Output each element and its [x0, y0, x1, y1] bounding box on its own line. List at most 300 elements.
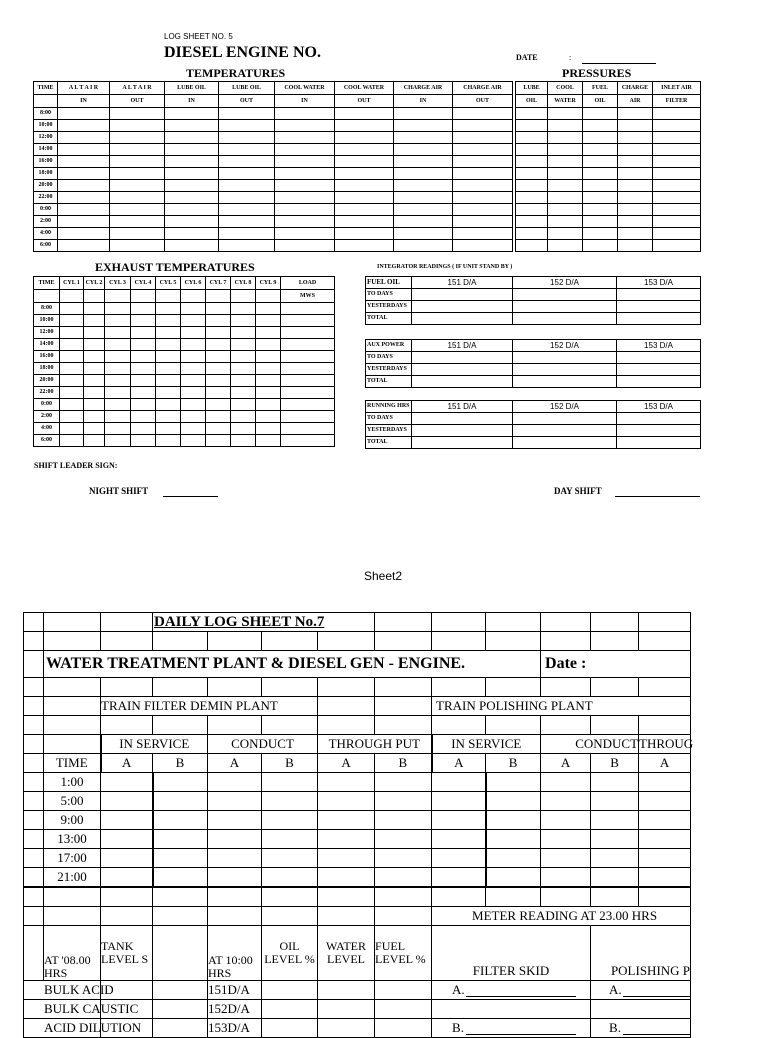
- exhaust-cell[interactable]: [105, 375, 131, 387]
- press-cell[interactable]: [618, 168, 653, 180]
- exhaust-cell[interactable]: [256, 339, 281, 351]
- press-cell[interactable]: [653, 156, 701, 168]
- exhaust-cell[interactable]: [181, 327, 206, 339]
- temp-cell[interactable]: [335, 156, 394, 168]
- temp-cell[interactable]: [219, 228, 275, 240]
- temp-cell[interactable]: [453, 108, 513, 120]
- temp-cell[interactable]: [58, 192, 110, 204]
- exhaust-cell[interactable]: [105, 423, 131, 435]
- exhaust-cell[interactable]: [256, 435, 281, 447]
- log-cell[interactable]: [318, 849, 375, 868]
- exhaust-cell[interactable]: [206, 363, 231, 375]
- log-cell[interactable]: [639, 773, 691, 792]
- press-cell[interactable]: [618, 240, 653, 252]
- press-cell[interactable]: [548, 228, 583, 240]
- log-cell[interactable]: [262, 830, 318, 849]
- log-cell[interactable]: [486, 849, 541, 868]
- exhaust-cell[interactable]: [60, 423, 84, 435]
- log-cell[interactable]: [486, 792, 541, 811]
- exhaust-cell[interactable]: [181, 399, 206, 411]
- oil-level-cell[interactable]: [262, 1019, 318, 1038]
- temp-cell[interactable]: [110, 144, 165, 156]
- temp-cell[interactable]: [219, 120, 275, 132]
- exhaust-cell[interactable]: [84, 303, 105, 315]
- log-cell[interactable]: [591, 792, 639, 811]
- press-cell[interactable]: [516, 216, 548, 228]
- log-cell[interactable]: [208, 792, 262, 811]
- temp-cell[interactable]: [453, 120, 513, 132]
- exhaust-cell[interactable]: [156, 411, 181, 423]
- integrator-cell[interactable]: [513, 376, 617, 388]
- exhaust-cell[interactable]: [84, 411, 105, 423]
- exhaust-cell[interactable]: [181, 339, 206, 351]
- exhaust-cell[interactable]: [256, 327, 281, 339]
- press-cell[interactable]: [618, 228, 653, 240]
- temp-cell[interactable]: [335, 144, 394, 156]
- exhaust-cell[interactable]: [60, 327, 84, 339]
- exhaust-cell[interactable]: [156, 303, 181, 315]
- press-cell[interactable]: [653, 216, 701, 228]
- temp-cell[interactable]: [394, 216, 453, 228]
- exhaust-cell[interactable]: [156, 399, 181, 411]
- exhaust-cell[interactable]: [281, 351, 335, 363]
- press-cell[interactable]: [583, 240, 618, 252]
- log-cell[interactable]: [208, 868, 262, 888]
- exhaust-cell[interactable]: [206, 411, 231, 423]
- press-cell[interactable]: [516, 240, 548, 252]
- temp-cell[interactable]: [58, 120, 110, 132]
- integrator-cell[interactable]: [617, 289, 701, 301]
- press-cell[interactable]: [548, 108, 583, 120]
- exhaust-cell[interactable]: [60, 375, 84, 387]
- exhaust-cell[interactable]: [131, 411, 156, 423]
- log-cell[interactable]: [153, 868, 208, 888]
- log-cell[interactable]: [318, 773, 375, 792]
- temp-cell[interactable]: [110, 192, 165, 204]
- temp-cell[interactable]: [394, 156, 453, 168]
- exhaust-cell[interactable]: [105, 315, 131, 327]
- press-cell[interactable]: [548, 156, 583, 168]
- integrator-cell[interactable]: [513, 352, 617, 364]
- log-cell[interactable]: [591, 773, 639, 792]
- exhaust-cell[interactable]: [60, 435, 84, 447]
- temp-cell[interactable]: [165, 240, 219, 252]
- fuel-level-cell[interactable]: [375, 1000, 432, 1019]
- exhaust-cell[interactable]: [206, 435, 231, 447]
- log-cell[interactable]: [591, 849, 639, 868]
- exhaust-cell[interactable]: [256, 399, 281, 411]
- temp-cell[interactable]: [275, 192, 335, 204]
- temp-cell[interactable]: [394, 120, 453, 132]
- press-cell[interactable]: [618, 108, 653, 120]
- exhaust-cell[interactable]: [256, 363, 281, 375]
- exhaust-cell[interactable]: [206, 387, 231, 399]
- temp-cell[interactable]: [275, 216, 335, 228]
- log-cell[interactable]: [375, 773, 432, 792]
- exhaust-cell[interactable]: [206, 351, 231, 363]
- log-cell[interactable]: [639, 868, 691, 888]
- polishing-reading[interactable]: A.: [591, 981, 691, 1000]
- fuel-level-cell[interactable]: [375, 981, 432, 1000]
- temp-cell[interactable]: [219, 180, 275, 192]
- integrator-cell[interactable]: [617, 301, 701, 313]
- temp-cell[interactable]: [110, 216, 165, 228]
- log-cell[interactable]: [101, 868, 153, 888]
- log-cell[interactable]: [101, 811, 153, 830]
- integrator-cell[interactable]: [617, 376, 701, 388]
- temp-cell[interactable]: [58, 132, 110, 144]
- press-cell[interactable]: [583, 204, 618, 216]
- temp-cell[interactable]: [394, 108, 453, 120]
- press-cell[interactable]: [548, 240, 583, 252]
- temp-cell[interactable]: [394, 192, 453, 204]
- press-cell[interactable]: [618, 204, 653, 216]
- exhaust-cell[interactable]: [206, 375, 231, 387]
- exhaust-cell[interactable]: [131, 351, 156, 363]
- press-cell[interactable]: [548, 132, 583, 144]
- temp-cell[interactable]: [165, 204, 219, 216]
- integrator-cell[interactable]: [412, 376, 513, 388]
- temp-cell[interactable]: [453, 144, 513, 156]
- exhaust-cell[interactable]: [60, 411, 84, 423]
- exhaust-cell[interactable]: [105, 303, 131, 315]
- exhaust-cell[interactable]: [256, 303, 281, 315]
- water-level-cell[interactable]: [318, 1019, 375, 1038]
- temp-cell[interactable]: [110, 180, 165, 192]
- temp-cell[interactable]: [275, 156, 335, 168]
- temp-cell[interactable]: [453, 192, 513, 204]
- integrator-cell[interactable]: [617, 364, 701, 376]
- log-cell[interactable]: [375, 849, 432, 868]
- exhaust-cell[interactable]: [156, 315, 181, 327]
- press-cell[interactable]: [583, 108, 618, 120]
- temp-cell[interactable]: [275, 144, 335, 156]
- temp-cell[interactable]: [165, 192, 219, 204]
- log-cell[interactable]: [432, 849, 486, 868]
- exhaust-cell[interactable]: [60, 363, 84, 375]
- exhaust-cell[interactable]: [181, 351, 206, 363]
- exhaust-cell[interactable]: [256, 423, 281, 435]
- temp-cell[interactable]: [165, 228, 219, 240]
- exhaust-cell[interactable]: [84, 435, 105, 447]
- integrator-cell[interactable]: [513, 425, 617, 437]
- temp-cell[interactable]: [275, 132, 335, 144]
- exhaust-cell[interactable]: [105, 387, 131, 399]
- exhaust-cell[interactable]: [231, 351, 256, 363]
- exhaust-cell[interactable]: [281, 363, 335, 375]
- exhaust-cell[interactable]: [281, 435, 335, 447]
- exhaust-cell[interactable]: [156, 387, 181, 399]
- integrator-cell[interactable]: [513, 313, 617, 325]
- temp-cell[interactable]: [58, 108, 110, 120]
- log-cell[interactable]: [541, 830, 591, 849]
- temp-cell[interactable]: [219, 204, 275, 216]
- integrator-cell[interactable]: [513, 437, 617, 449]
- temp-cell[interactable]: [275, 204, 335, 216]
- exhaust-cell[interactable]: [105, 435, 131, 447]
- temp-cell[interactable]: [453, 216, 513, 228]
- log-cell[interactable]: [318, 830, 375, 849]
- log-cell[interactable]: [262, 792, 318, 811]
- temp-cell[interactable]: [165, 132, 219, 144]
- log-cell[interactable]: [262, 773, 318, 792]
- exhaust-cell[interactable]: [156, 351, 181, 363]
- exhaust-cell[interactable]: [105, 327, 131, 339]
- press-cell[interactable]: [516, 228, 548, 240]
- log-cell[interactable]: [318, 792, 375, 811]
- fuel-level-cell[interactable]: [375, 1019, 432, 1038]
- temp-cell[interactable]: [165, 108, 219, 120]
- exhaust-cell[interactable]: [181, 303, 206, 315]
- exhaust-cell[interactable]: [131, 315, 156, 327]
- log-cell[interactable]: [432, 792, 486, 811]
- exhaust-cell[interactable]: [131, 363, 156, 375]
- filter-skid-reading[interactable]: B.: [432, 1019, 591, 1038]
- log-cell[interactable]: [432, 830, 486, 849]
- press-cell[interactable]: [618, 132, 653, 144]
- temp-cell[interactable]: [110, 108, 165, 120]
- polishing-reading[interactable]: B.: [591, 1019, 691, 1038]
- exhaust-cell[interactable]: [231, 315, 256, 327]
- log-cell[interactable]: [208, 811, 262, 830]
- exhaust-cell[interactable]: [256, 375, 281, 387]
- integrator-cell[interactable]: [412, 352, 513, 364]
- log-cell[interactable]: [486, 811, 541, 830]
- temp-cell[interactable]: [110, 168, 165, 180]
- temp-cell[interactable]: [165, 180, 219, 192]
- exhaust-cell[interactable]: [156, 423, 181, 435]
- exhaust-cell[interactable]: [231, 375, 256, 387]
- log-cell[interactable]: [153, 830, 208, 849]
- press-cell[interactable]: [653, 120, 701, 132]
- exhaust-cell[interactable]: [131, 303, 156, 315]
- temp-cell[interactable]: [335, 108, 394, 120]
- log-cell[interactable]: [101, 830, 153, 849]
- log-cell[interactable]: [541, 773, 591, 792]
- exhaust-cell[interactable]: [256, 351, 281, 363]
- temp-cell[interactable]: [453, 240, 513, 252]
- temp-cell[interactable]: [275, 108, 335, 120]
- log-cell[interactable]: [639, 830, 691, 849]
- exhaust-cell[interactable]: [131, 399, 156, 411]
- exhaust-cell[interactable]: [206, 315, 231, 327]
- integrator-cell[interactable]: [412, 301, 513, 313]
- exhaust-cell[interactable]: [181, 387, 206, 399]
- exhaust-cell[interactable]: [60, 387, 84, 399]
- press-cell[interactable]: [618, 144, 653, 156]
- temp-cell[interactable]: [110, 240, 165, 252]
- log-cell[interactable]: [208, 849, 262, 868]
- temp-cell[interactable]: [394, 240, 453, 252]
- temp-cell[interactable]: [453, 180, 513, 192]
- temp-cell[interactable]: [110, 228, 165, 240]
- integrator-cell[interactable]: [412, 289, 513, 301]
- exhaust-cell[interactable]: [105, 363, 131, 375]
- exhaust-cell[interactable]: [281, 315, 335, 327]
- log-cell[interactable]: [591, 868, 639, 888]
- temp-cell[interactable]: [219, 192, 275, 204]
- press-cell[interactable]: [548, 192, 583, 204]
- temp-cell[interactable]: [165, 216, 219, 228]
- log-cell[interactable]: [639, 792, 691, 811]
- press-cell[interactable]: [583, 168, 618, 180]
- log-cell[interactable]: [153, 849, 208, 868]
- exhaust-cell[interactable]: [156, 339, 181, 351]
- press-cell[interactable]: [548, 204, 583, 216]
- exhaust-cell[interactable]: [181, 363, 206, 375]
- integrator-cell[interactable]: [412, 437, 513, 449]
- exhaust-cell[interactable]: [84, 375, 105, 387]
- press-cell[interactable]: [548, 216, 583, 228]
- exhaust-cell[interactable]: [84, 363, 105, 375]
- temp-cell[interactable]: [335, 204, 394, 216]
- exhaust-cell[interactable]: [105, 339, 131, 351]
- exhaust-cell[interactable]: [105, 411, 131, 423]
- exhaust-cell[interactable]: [206, 303, 231, 315]
- temp-cell[interactable]: [335, 228, 394, 240]
- temp-cell[interactable]: [394, 132, 453, 144]
- press-cell[interactable]: [548, 180, 583, 192]
- log-cell[interactable]: [541, 849, 591, 868]
- temp-cell[interactable]: [335, 168, 394, 180]
- temp-cell[interactable]: [219, 156, 275, 168]
- log-cell[interactable]: [541, 868, 591, 888]
- exhaust-cell[interactable]: [181, 375, 206, 387]
- log-cell[interactable]: [486, 773, 541, 792]
- press-cell[interactable]: [516, 108, 548, 120]
- exhaust-cell[interactable]: [105, 399, 131, 411]
- log-cell[interactable]: [375, 868, 432, 888]
- exhaust-cell[interactable]: [281, 411, 335, 423]
- exhaust-cell[interactable]: [181, 315, 206, 327]
- log-cell[interactable]: [486, 830, 541, 849]
- date-field[interactable]: [582, 63, 656, 64]
- temp-cell[interactable]: [219, 168, 275, 180]
- log-cell[interactable]: [591, 830, 639, 849]
- press-cell[interactable]: [618, 156, 653, 168]
- temp-cell[interactable]: [58, 240, 110, 252]
- press-cell[interactable]: [516, 120, 548, 132]
- log-cell[interactable]: [208, 830, 262, 849]
- temp-cell[interactable]: [453, 168, 513, 180]
- log-cell[interactable]: [375, 792, 432, 811]
- log-cell[interactable]: [101, 792, 153, 811]
- integrator-cell[interactable]: [412, 413, 513, 425]
- press-cell[interactable]: [548, 168, 583, 180]
- temp-cell[interactable]: [394, 204, 453, 216]
- press-cell[interactable]: [618, 192, 653, 204]
- log-cell[interactable]: [101, 773, 153, 792]
- filter-skid-reading[interactable]: [432, 1000, 591, 1019]
- integrator-cell[interactable]: [513, 301, 617, 313]
- temp-cell[interactable]: [110, 132, 165, 144]
- log-cell[interactable]: [375, 830, 432, 849]
- exhaust-cell[interactable]: [84, 423, 105, 435]
- oil-level-cell[interactable]: [262, 981, 318, 1000]
- exhaust-cell[interactable]: [131, 387, 156, 399]
- exhaust-cell[interactable]: [84, 399, 105, 411]
- exhaust-cell[interactable]: [231, 303, 256, 315]
- integrator-cell[interactable]: [617, 413, 701, 425]
- press-cell[interactable]: [618, 120, 653, 132]
- press-cell[interactable]: [653, 144, 701, 156]
- temp-cell[interactable]: [165, 120, 219, 132]
- exhaust-cell[interactable]: [281, 423, 335, 435]
- water-level-cell[interactable]: [318, 1000, 375, 1019]
- temp-cell[interactable]: [335, 180, 394, 192]
- temp-cell[interactable]: [275, 240, 335, 252]
- press-cell[interactable]: [516, 168, 548, 180]
- exhaust-cell[interactable]: [156, 363, 181, 375]
- temp-cell[interactable]: [219, 240, 275, 252]
- exhaust-cell[interactable]: [60, 339, 84, 351]
- exhaust-cell[interactable]: [206, 423, 231, 435]
- day-shift-signature-field[interactable]: [615, 496, 700, 497]
- integrator-cell[interactable]: [617, 437, 701, 449]
- exhaust-cell[interactable]: [60, 315, 84, 327]
- temp-cell[interactable]: [58, 180, 110, 192]
- press-cell[interactable]: [583, 180, 618, 192]
- press-cell[interactable]: [653, 168, 701, 180]
- integrator-cell[interactable]: [412, 313, 513, 325]
- temp-cell[interactable]: [110, 120, 165, 132]
- press-cell[interactable]: [548, 120, 583, 132]
- exhaust-cell[interactable]: [84, 351, 105, 363]
- exhaust-cell[interactable]: [231, 399, 256, 411]
- exhaust-cell[interactable]: [281, 387, 335, 399]
- exhaust-cell[interactable]: [156, 327, 181, 339]
- press-cell[interactable]: [516, 192, 548, 204]
- night-shift-signature-field[interactable]: [163, 496, 218, 497]
- integrator-cell[interactable]: [513, 413, 617, 425]
- exhaust-cell[interactable]: [131, 435, 156, 447]
- temp-cell[interactable]: [335, 132, 394, 144]
- press-cell[interactable]: [618, 216, 653, 228]
- exhaust-cell[interactable]: [131, 327, 156, 339]
- exhaust-cell[interactable]: [256, 387, 281, 399]
- integrator-cell[interactable]: [617, 313, 701, 325]
- exhaust-cell[interactable]: [156, 375, 181, 387]
- temp-cell[interactable]: [394, 168, 453, 180]
- integrator-cell[interactable]: [617, 425, 701, 437]
- temp-cell[interactable]: [453, 156, 513, 168]
- temp-cell[interactable]: [165, 144, 219, 156]
- log-cell[interactable]: [318, 811, 375, 830]
- temp-cell[interactable]: [275, 120, 335, 132]
- log-cell[interactable]: [153, 792, 208, 811]
- polishing-reading[interactable]: [591, 1000, 691, 1019]
- press-cell[interactable]: [583, 192, 618, 204]
- exhaust-cell[interactable]: [181, 423, 206, 435]
- exhaust-cell[interactable]: [231, 411, 256, 423]
- press-cell[interactable]: [653, 192, 701, 204]
- temp-cell[interactable]: [58, 168, 110, 180]
- press-cell[interactable]: [583, 156, 618, 168]
- temp-cell[interactable]: [335, 216, 394, 228]
- log-cell[interactable]: [432, 811, 486, 830]
- exhaust-cell[interactable]: [231, 423, 256, 435]
- temp-cell[interactable]: [219, 108, 275, 120]
- exhaust-cell[interactable]: [84, 315, 105, 327]
- log-cell[interactable]: [591, 811, 639, 830]
- exhaust-cell[interactable]: [206, 399, 231, 411]
- press-cell[interactable]: [618, 180, 653, 192]
- press-cell[interactable]: [516, 144, 548, 156]
- temp-cell[interactable]: [394, 180, 453, 192]
- press-cell[interactable]: [548, 144, 583, 156]
- exhaust-cell[interactable]: [231, 327, 256, 339]
- exhaust-cell[interactable]: [60, 399, 84, 411]
